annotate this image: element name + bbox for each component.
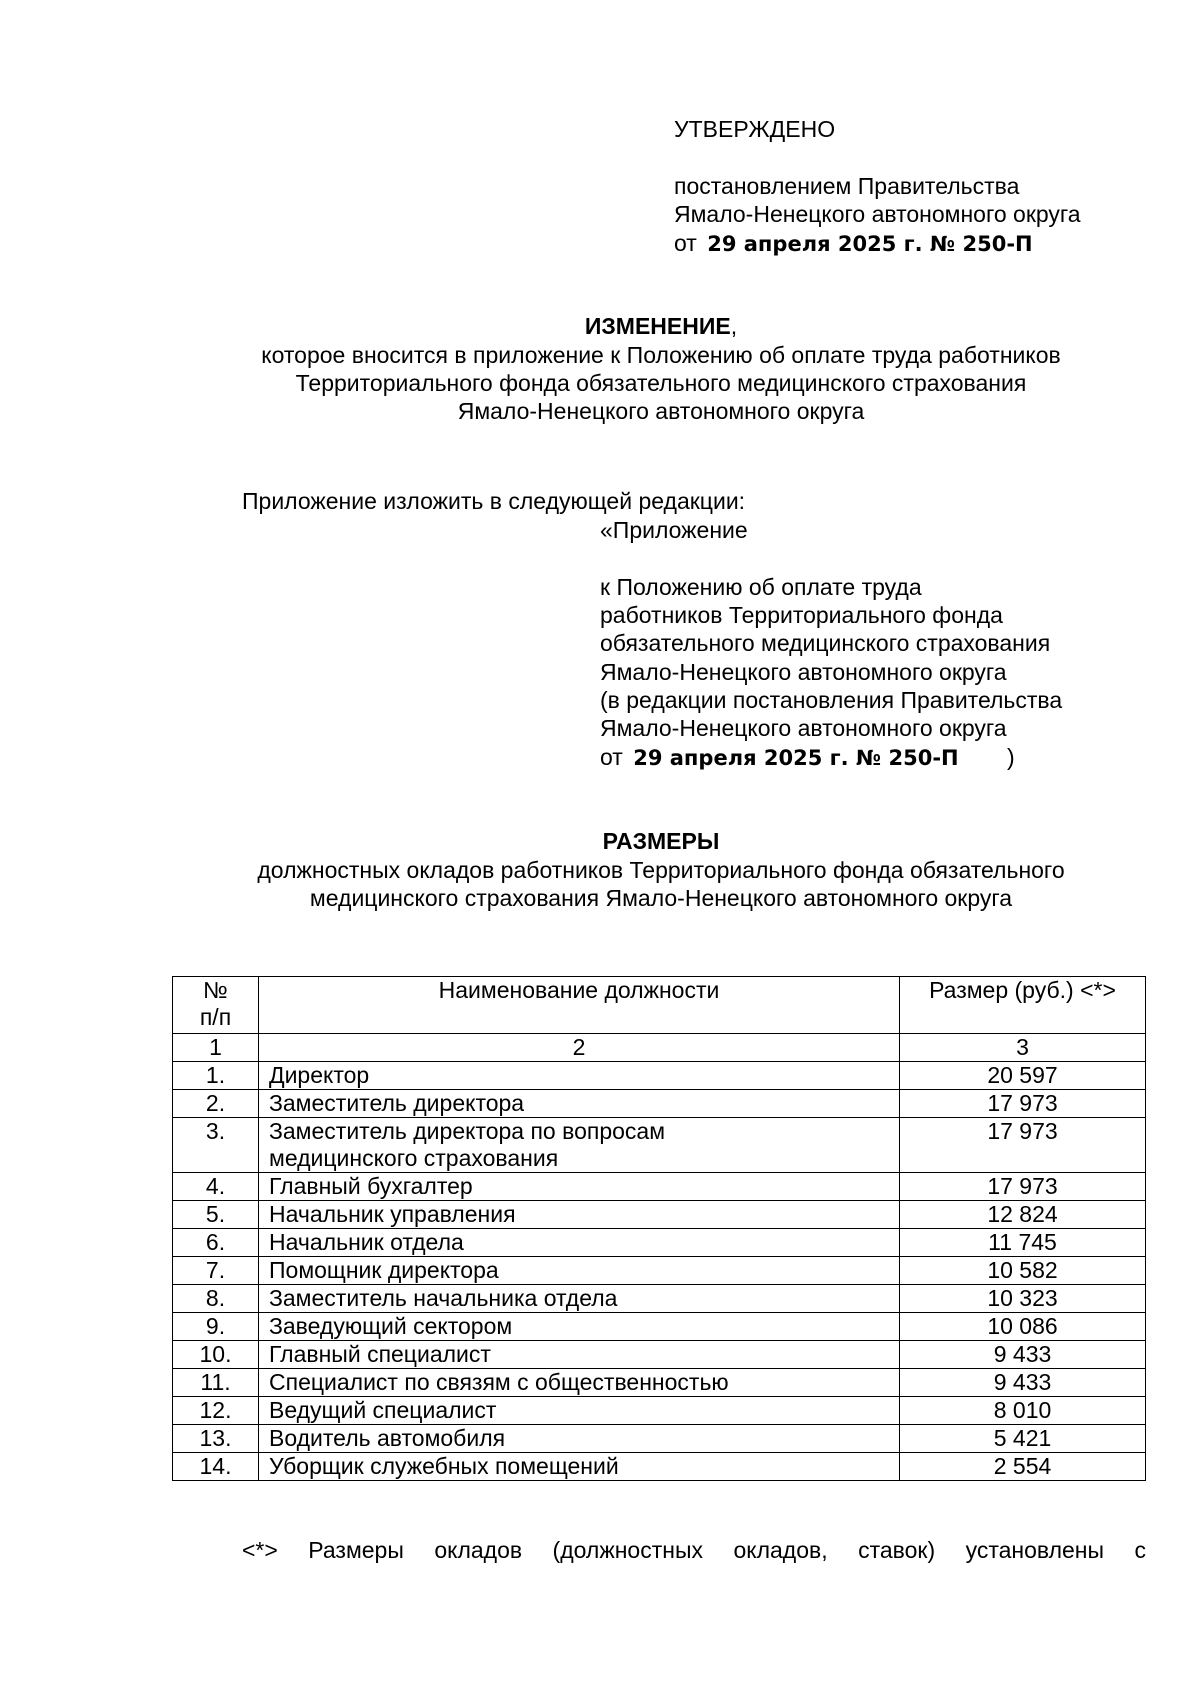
row-position: Директор: [259, 1062, 900, 1090]
appendix-title: «Приложение: [600, 517, 748, 543]
colnum-2: 2: [259, 1034, 900, 1062]
table-row: [173, 1425, 1146, 1453]
row-position: Начальник отдела: [259, 1229, 900, 1257]
row-salary: 9 433: [900, 1341, 1146, 1369]
change-line-1: которое вносится в приложение к Положению об оплате труда работников: [261, 342, 1061, 368]
sizes-line-1: должностных окладов работников Территориального фонда обязательного: [257, 857, 1065, 883]
row-salary: 12 824: [900, 1201, 1146, 1229]
approval-stamp: УТВЕРЖДЕНО: [674, 116, 836, 142]
row-salary: 11 745: [900, 1229, 1146, 1257]
row-salary: 17 973: [900, 1118, 1146, 1173]
salary-table: [172, 976, 1146, 1481]
appendix-line: обязательного медицинского страхования: [600, 630, 1051, 656]
footnote: <*> Размеры окладов (должностных окладов, ставок) установлены с: [242, 1537, 1146, 1563]
row-num: 9.: [173, 1313, 259, 1341]
colnum-1: 1: [173, 1034, 259, 1062]
row-num: 11.: [173, 1369, 259, 1397]
approval-line-2: Ямало-Ненецкого автономного округа: [674, 201, 1081, 227]
row-num: 4.: [173, 1173, 259, 1201]
row-position: Уборщик служебных помещений: [259, 1453, 900, 1481]
approval-date-line: [674, 229, 1033, 258]
header-num-line-2: п/п: [199, 1004, 232, 1030]
approval-date-prefix: от: [674, 230, 697, 256]
approval-doc-ref: 29 апреля 2025 г. № 250-П: [707, 232, 1033, 256]
row-salary: 2 554: [900, 1453, 1146, 1481]
header-size: Размер (руб.) <*>: [900, 977, 1146, 1034]
table-row: [173, 1341, 1146, 1369]
appendix-date-line: [600, 743, 1015, 772]
appendix-doc-ref: 29 апреля 2025 г. № 250-П: [633, 746, 959, 770]
table-row: [173, 1397, 1146, 1425]
table-row: [173, 1062, 1146, 1090]
row-position: Главный специалист: [259, 1341, 900, 1369]
row-salary: 20 597: [900, 1062, 1146, 1090]
header-name: Наименование должности: [259, 977, 900, 1034]
row-position-line-1: Заместитель директора по вопросам: [269, 1118, 666, 1144]
header-num: [173, 977, 259, 1034]
sizes-line-2: медицинского страхования Ямало-Ненецкого автономного округа: [309, 885, 1013, 911]
instruction-text: Приложение изложить в следующей редакции:: [242, 488, 746, 514]
row-salary: 10 086: [900, 1313, 1146, 1341]
row-salary: 10 323: [900, 1285, 1146, 1313]
colnum-3: 3: [900, 1034, 1146, 1062]
table-row: [173, 1118, 1146, 1173]
change-line-3: Ямало-Ненецкого автономного округа: [457, 398, 865, 424]
approval-line-1: постановлением Правительства: [674, 173, 1020, 199]
change-title-text: ИЗМЕНЕНИЕ: [584, 313, 731, 339]
row-salary: 5 421: [900, 1425, 1146, 1453]
header-num-line-1: №: [203, 977, 228, 1003]
table-row: [173, 1229, 1146, 1257]
row-num: 10.: [173, 1341, 259, 1369]
row-position: Заместитель директора: [259, 1090, 900, 1118]
table-row: [173, 1090, 1146, 1118]
appendix-line: к Положению об оплате труда: [600, 574, 922, 600]
row-num: 5.: [173, 1201, 259, 1229]
appendix-closing-paren: ): [1007, 744, 1015, 770]
row-num: 8.: [173, 1285, 259, 1313]
row-salary: 8 010: [900, 1397, 1146, 1425]
table-colnum-row: [173, 1034, 1146, 1062]
row-position: Начальник управления: [259, 1201, 900, 1229]
row-position: [259, 1118, 900, 1173]
row-salary: 17 973: [900, 1090, 1146, 1118]
row-position: Заместитель начальника отдела: [259, 1285, 900, 1313]
row-num: 2.: [173, 1090, 259, 1118]
appendix-line: (в редакции постановления Правительства: [600, 687, 1063, 713]
row-num: 14.: [173, 1453, 259, 1481]
appendix-line: работников Территориального фонда: [600, 602, 1003, 628]
table-row: [173, 1173, 1146, 1201]
row-position-line-2: медицинского страхования: [269, 1145, 559, 1171]
row-position: Главный бухгалтер: [259, 1173, 900, 1201]
row-num: 13.: [173, 1425, 259, 1453]
row-num: 3.: [173, 1118, 259, 1173]
appendix-line: Ямало-Ненецкого автономного округа: [600, 659, 1007, 685]
sizes-title: РАЗМЕРЫ: [602, 828, 720, 854]
row-position: Водитель автомобиля: [259, 1425, 900, 1453]
change-title: [0, 312, 1200, 340]
row-num: 1.: [173, 1062, 259, 1090]
row-position: Помощник директора: [259, 1257, 900, 1285]
row-salary: 9 433: [900, 1369, 1146, 1397]
change-title-punct: ,: [730, 313, 738, 339]
table-row: [173, 1257, 1146, 1285]
row-num: 7.: [173, 1257, 259, 1285]
table-header-row: [173, 977, 1146, 1034]
table-row: [173, 1285, 1146, 1313]
table-row: [173, 1453, 1146, 1481]
row-salary: 10 582: [900, 1257, 1146, 1285]
change-line-2: Территориального фонда обязательного медицинского страхования: [295, 370, 1027, 396]
row-position: Ведущий специалист: [259, 1397, 900, 1425]
row-num: 12.: [173, 1397, 259, 1425]
row-num: 6.: [173, 1229, 259, 1257]
appendix-line: Ямало-Ненецкого автономного округа: [600, 715, 1007, 741]
row-position: Специалист по связям с общественностью: [259, 1369, 900, 1397]
appendix-date-prefix: от: [600, 744, 623, 770]
table-row: [173, 1369, 1146, 1397]
row-salary: 17 973: [900, 1173, 1146, 1201]
table-row: [173, 1313, 1146, 1341]
row-position: Заведующий сектором: [259, 1313, 900, 1341]
table-row: [173, 1201, 1146, 1229]
